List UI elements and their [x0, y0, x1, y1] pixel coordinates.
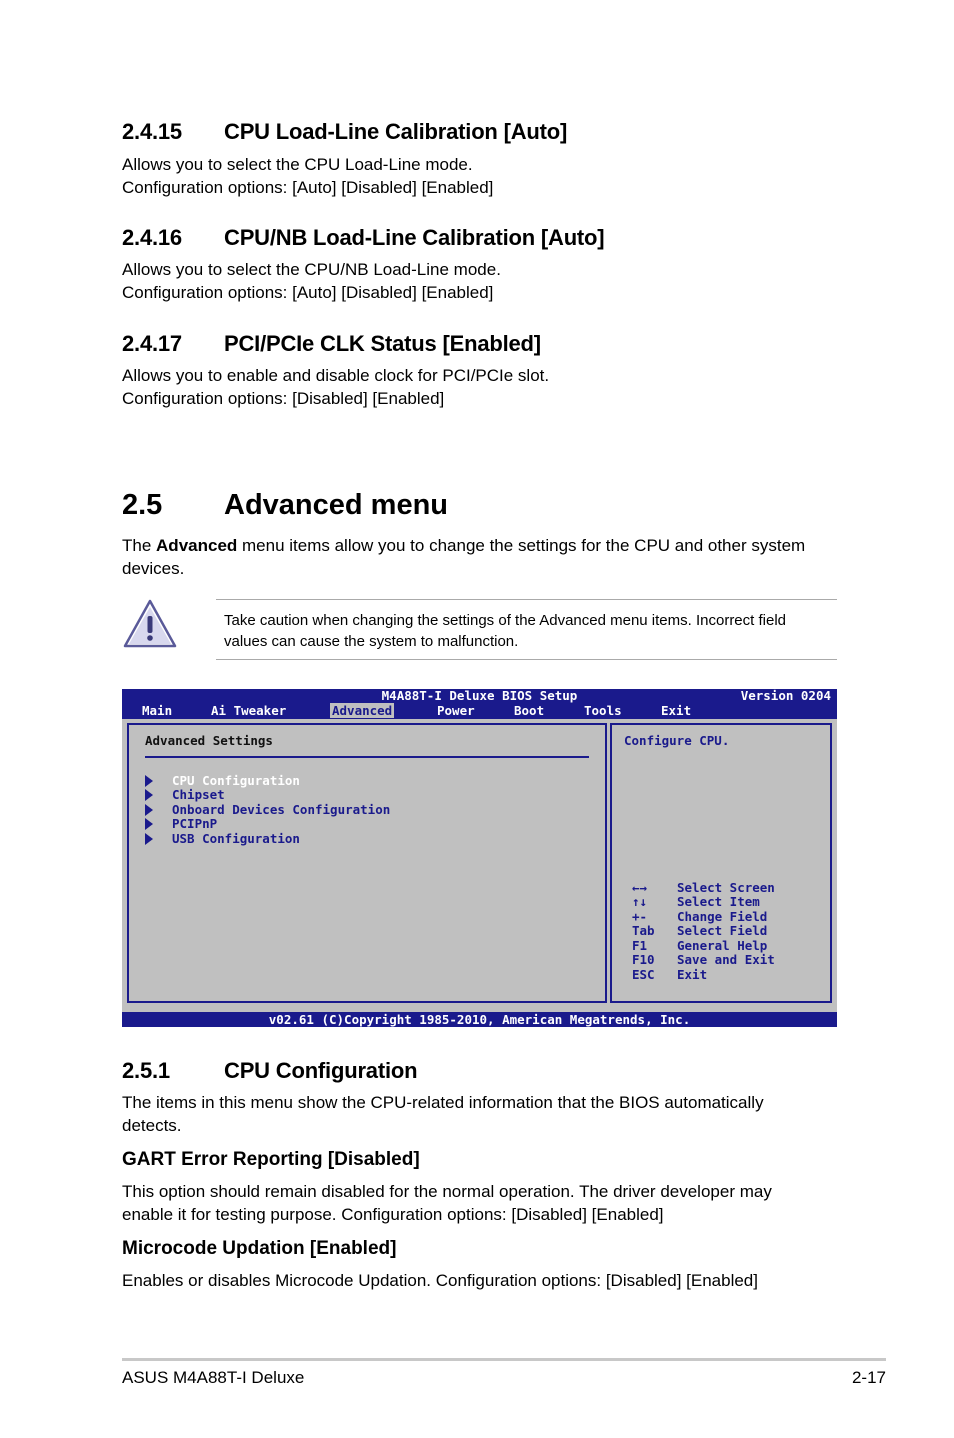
section-heading-2-4-16 — [122, 225, 822, 253]
paragraph — [122, 1180, 772, 1226]
key-legend-row — [632, 909, 767, 924]
key-legend-row — [632, 880, 775, 895]
bios-version: Version 0204 — [740, 688, 831, 703]
text-line: The items in this menu show the CPU-related information that the BIOS automatically — [122, 1093, 764, 1112]
paragraph — [122, 364, 549, 410]
text-line: Configuration options: [Auto] [Disabled] [Enabled] — [122, 283, 494, 302]
panel-divider — [145, 756, 589, 758]
submenu-arrow-icon — [145, 818, 153, 830]
caution-note — [224, 610, 786, 652]
menu-advanced[interactable]: Advanced — [332, 703, 393, 718]
bios-header — [122, 689, 837, 719]
key-action: General Help — [677, 938, 768, 953]
key-action: Save and Exit — [677, 952, 775, 967]
section-number: 2.4.15 — [122, 119, 182, 144]
key-legend-row — [632, 938, 767, 953]
item-label: CPU Configuration — [172, 773, 300, 788]
menu-exit[interactable]: Exit — [661, 703, 692, 718]
key-label: F1 — [632, 938, 648, 953]
item-label: USB Configuration — [172, 831, 300, 846]
submenu-arrow-icon — [145, 775, 153, 787]
text-line: Allows you to enable and disable clock for PCI/PCIe slot. — [122, 366, 550, 385]
key-label: F10 — [632, 952, 655, 967]
section-number: 2.5 — [122, 489, 163, 521]
submenu-arrow-icon — [145, 804, 153, 816]
key-action: Select Screen — [677, 880, 775, 895]
paragraph — [122, 153, 493, 199]
menu-power[interactable]: Power — [437, 703, 475, 718]
paragraph-intro — [122, 534, 805, 580]
item-label: PCIPnP — [172, 816, 218, 831]
subheading-gart: GART Error Reporting [Disabled] — [122, 1149, 420, 1170]
text-line: This option should remain disabled for the normal operation. The driver developer may — [122, 1182, 772, 1201]
bios-help-panel — [610, 723, 832, 1003]
key-legend-row — [632, 967, 707, 982]
footer-product: ASUS M4A88T-I Deluxe — [122, 1368, 305, 1387]
section-title: CPU Configuration — [224, 1058, 418, 1083]
key-legend-row — [632, 894, 760, 909]
section-title: CPU Load-Line Calibration [Auto] — [224, 119, 568, 144]
key-legend-row — [632, 952, 775, 967]
text-line — [122, 534, 805, 557]
key-label: ESC — [632, 967, 655, 982]
section-title: PCI/PCIe CLK Status [Enabled] — [224, 331, 541, 356]
bios-title: M4A88T-I Deluxe BIOS Setup — [381, 688, 578, 703]
bios-screen — [122, 689, 837, 1027]
key-left-right-icon: ←→ — [632, 880, 648, 895]
section-number: 2.4.17 — [122, 331, 182, 356]
divider — [216, 659, 837, 660]
bold-text: Advanced — [156, 536, 238, 555]
key-up-down-icon: ↑↓ — [632, 894, 648, 909]
key-action: Exit — [677, 967, 708, 982]
section-number: 2.5.1 — [122, 1058, 170, 1083]
subheading-microcode: Microcode Updation [Enabled] — [122, 1238, 397, 1259]
bios-copyright: v02.61 (C)Copyright 1985-2010, American Megatrends, Inc. — [122, 1012, 837, 1027]
divider — [216, 599, 837, 600]
menu-tools[interactable]: Tools — [584, 703, 622, 718]
help-text: Configure CPU. — [624, 733, 730, 748]
text-line: Configuration options: [Disabled] [Enabled] — [122, 389, 445, 408]
section-heading-2-5-1 — [122, 1058, 822, 1086]
key-action: Change Field — [677, 909, 768, 924]
warning-icon — [122, 598, 178, 650]
key-label: +- — [632, 909, 648, 924]
bios-menu-bar — [122, 703, 837, 719]
section-title: CPU/NB Load-Line Calibration [Auto] — [224, 225, 605, 250]
paragraph — [122, 1091, 764, 1137]
panel-title: Advanced Settings — [145, 733, 273, 748]
bios-item-cpu-configuration[interactable] — [145, 773, 300, 788]
menu-ai-tweaker[interactable]: Ai Tweaker — [211, 703, 287, 718]
item-label: Onboard Devices Configuration — [172, 802, 391, 817]
text-line: devices. — [122, 559, 185, 578]
bios-item-pcipnp[interactable] — [145, 816, 217, 831]
submenu-arrow-icon — [145, 789, 153, 801]
text-line: enable it for testing purpose. Configuration options: [Disabled] [Enabled] — [122, 1205, 664, 1224]
chapter-heading-2-5 — [122, 489, 822, 525]
bios-item-onboard-devices[interactable] — [145, 802, 390, 817]
section-heading-2-4-15 — [122, 119, 822, 147]
text-line: values can cause the system to malfunction. — [224, 633, 519, 650]
footer-rule — [122, 1358, 886, 1361]
submenu-arrow-icon — [145, 833, 153, 845]
page-number: 2-17 — [851, 1368, 886, 1387]
key-action: Select Item — [677, 894, 760, 909]
key-legend-row — [632, 923, 767, 938]
paragraph — [122, 258, 501, 304]
bios-main-panel — [127, 723, 607, 1003]
text-line: Allows you to select the CPU Load-Line mode. — [122, 155, 473, 174]
section-title: Advanced menu — [224, 489, 448, 521]
paragraph — [122, 1269, 758, 1292]
section-heading-2-4-17 — [122, 331, 822, 359]
menu-main[interactable]: Main — [142, 703, 173, 718]
text-line: Allows you to select the CPU/NB Load-Line mode. — [122, 260, 501, 279]
key-action: Select Field — [677, 923, 768, 938]
bios-item-chipset[interactable] — [145, 787, 225, 802]
text-line: Configuration options: [Auto] [Disabled] [Enabled] — [122, 178, 494, 197]
text-line: detects. — [122, 1116, 182, 1135]
text: menu items allow you to change the settings for the CPU and other system — [237, 536, 806, 555]
key-label: Tab — [632, 923, 655, 938]
menu-boot[interactable]: Boot — [514, 703, 545, 718]
section-number: 2.4.16 — [122, 225, 182, 250]
bios-item-usb-configuration[interactable] — [145, 831, 300, 846]
item-label: Chipset — [172, 787, 225, 802]
text-line: Take caution when changing the settings of the Advanced menu items. Incorrect field — [224, 612, 787, 629]
text: The — [122, 536, 157, 555]
text-line: Enables or disables Microcode Updation. Configuration options: [Disabled] [Enabled] — [122, 1271, 758, 1290]
